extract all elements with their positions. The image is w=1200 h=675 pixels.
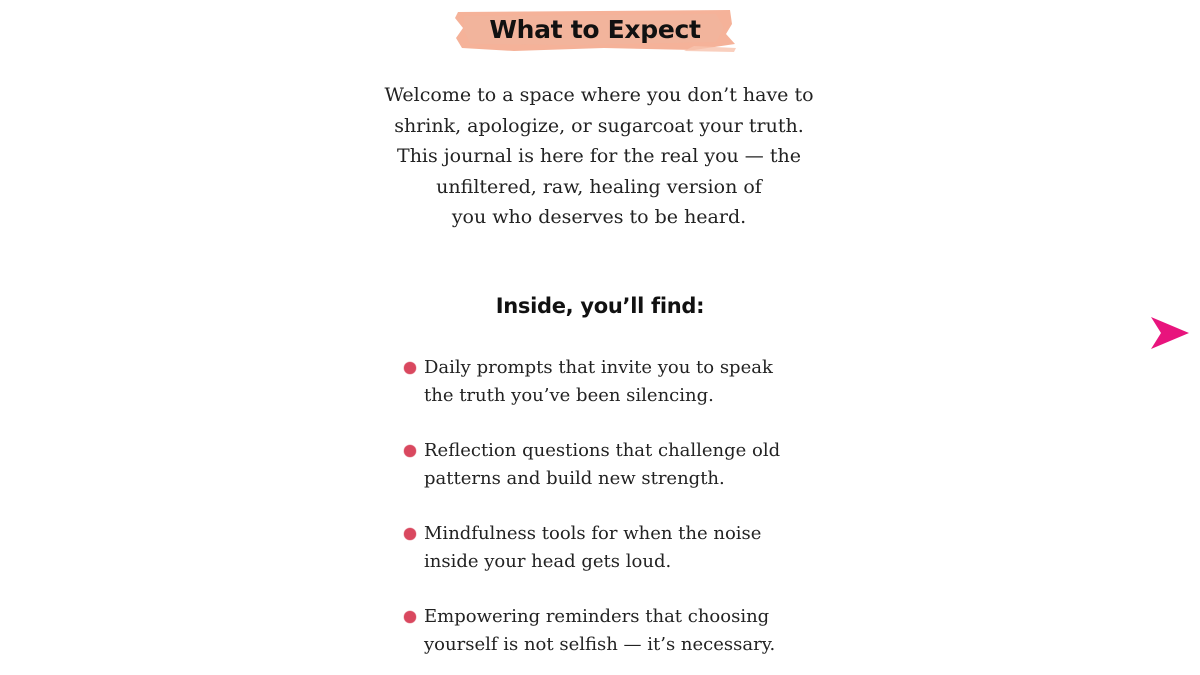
arrow-right-icon[interactable] [1148,314,1192,352]
title-banner [454,8,736,52]
list-item-text: inside your head gets loud. [424,551,672,572]
intro-line: Welcome to a space where you don’t have to [384,84,814,106]
intro-line: you who deserves to be heard. [451,206,747,228]
list-item-text: patterns and build new strength. [424,468,725,489]
list-item-text: Reflection questions that challenge old [424,440,781,461]
list-item [400,354,860,437]
list-item [400,437,860,520]
bullet-dot-icon [404,362,416,374]
list-item [400,603,860,675]
list-item-text: Empowering reminders that choosing [424,606,770,627]
list-item-text: Mindfulness tools for when the noise [424,523,762,544]
features-list [400,354,860,675]
page-title: What to Expect [489,15,701,44]
bullet-dot-icon [404,445,416,457]
list-item-text: the truth you’ve been silencing. [424,385,714,406]
bullet-dot-icon [404,611,416,623]
bullet-dot-icon [404,528,416,540]
intro-paragraph [360,80,838,233]
intro-line: This journal is here for the real you — the [397,145,801,167]
list-item-text: Daily prompts that invite you to speak [424,357,773,378]
list-item-text: yourself is not selfish — it’s necessary. [424,634,776,655]
intro-line: shrink, apologize, or sugarcoat your truth. [394,114,804,137]
list-item [400,520,860,603]
section-heading: Inside, you’ll find: [495,294,705,318]
intro-line: unfiltered, raw, healing version of [436,175,762,198]
